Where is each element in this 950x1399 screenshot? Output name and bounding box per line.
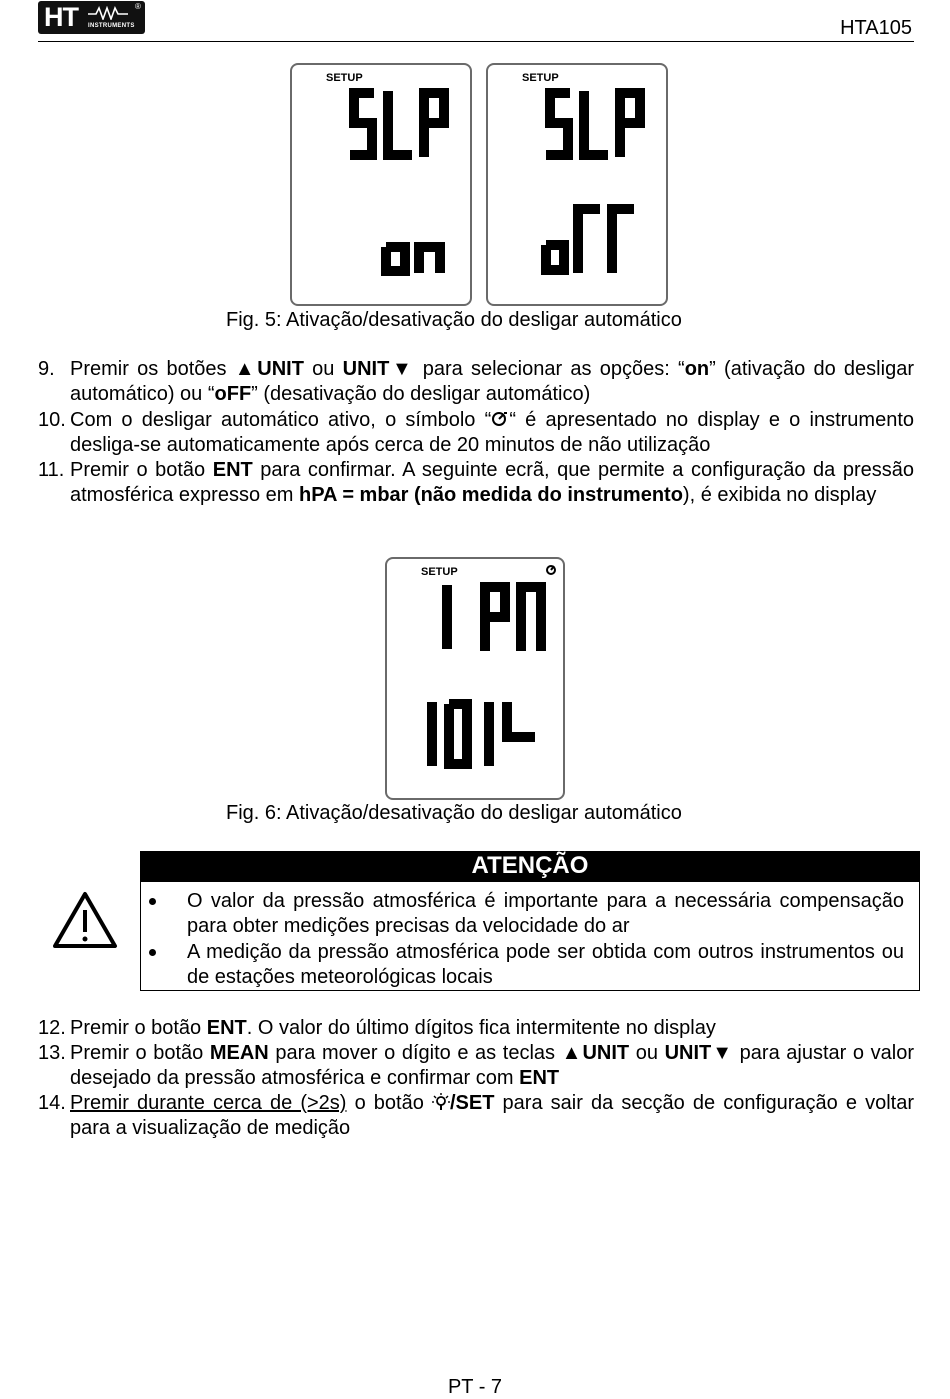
lcd-panel-hpa bbox=[385, 557, 565, 800]
logo-text: HT bbox=[44, 2, 78, 32]
registered-mark: ® bbox=[135, 2, 141, 11]
step-text: Com o desligar automático ativo, o símbolo “ “ é apresentado no display e o instrumento desliga-se automaticamente após cerca de 20 minutos de não utilização bbox=[70, 409, 915, 456]
auto-power-off-icon bbox=[491, 411, 509, 427]
step-11 bbox=[38, 458, 914, 533]
warning-bullet-text: A medição da pressão atmosférica pode ser obtida com outros instrumentos ou de estações meteorológicas locais bbox=[187, 941, 904, 988]
lcd-segments-hpa-1014 bbox=[387, 559, 563, 798]
lcd-segments-slp-off bbox=[488, 65, 666, 304]
step-14 bbox=[38, 1091, 914, 1141]
step-9 bbox=[38, 357, 914, 407]
figure-5-caption: Fig. 5: Ativação/desativação do desligar automático bbox=[226, 309, 682, 331]
step-text: Premir durante cerca de (>2s) o botão /SET para sair da secção de configuração e voltar para a visualização de medição bbox=[70, 1092, 914, 1139]
lcd-setup-label: SETUP bbox=[421, 566, 458, 578]
figure-6-caption: Fig. 6: Ativação/desativação do desligar automático bbox=[226, 802, 682, 824]
logo-subtext: INSTRUMENTS bbox=[88, 23, 135, 29]
step-text: Premir os botões ▲UNIT ou UNIT▼ para selecionar as opções: “on” (ativação do desligar automático) ou “oFF” (desativação do desligar automático) bbox=[70, 358, 914, 405]
step-number: 10. bbox=[38, 409, 66, 431]
warning-title: ATENÇÃO bbox=[140, 851, 920, 881]
lcd-setup-label: SETUP bbox=[522, 72, 559, 84]
waveform-icon bbox=[88, 6, 128, 20]
brand-logo bbox=[38, 1, 145, 34]
step-number: 11. bbox=[38, 459, 65, 481]
lcd-segments-slp-on bbox=[292, 65, 470, 304]
lcd-panel-slp-on bbox=[290, 63, 472, 306]
page-number: PT - 7 bbox=[447, 1376, 503, 1398]
step-12 bbox=[38, 1016, 914, 1041]
lcd-panel-slp-off bbox=[486, 63, 668, 306]
warning-bullet bbox=[149, 889, 909, 939]
bullet-dot bbox=[149, 949, 156, 956]
lcd-setup-label: SETUP bbox=[326, 72, 363, 84]
header-divider bbox=[38, 41, 914, 42]
step-13 bbox=[38, 1041, 914, 1091]
step-text: Premir o botão ENT para confirmar. A seguinte ecrã, que permite a configuração da pressão atmosférica expresso em hPA = mbar (não medida do instrumento), é exibida no display bbox=[70, 459, 914, 506]
bullet-dot bbox=[149, 898, 156, 905]
step-text: Premir o botão ENT. O valor do último dígitos fica intermitente no display bbox=[70, 1017, 716, 1039]
model-name: HTA105 bbox=[840, 17, 912, 39]
step-10 bbox=[38, 408, 914, 458]
step-text: Premir o botão MEAN para mover o dígito e as teclas ▲UNIT ou UNIT▼ para ajustar o valor desejado da pressão atmosférica e confirmar com ENT bbox=[70, 1042, 914, 1089]
step-number: 9. bbox=[38, 358, 55, 380]
warning-bullet bbox=[149, 940, 909, 990]
backlight-icon bbox=[432, 1093, 450, 1111]
warning-box bbox=[140, 881, 920, 991]
warning-triangle-icon bbox=[52, 890, 118, 950]
step-number: 13. bbox=[38, 1042, 66, 1064]
step-number: 14. bbox=[38, 1092, 66, 1114]
step-number: 12. bbox=[38, 1017, 66, 1039]
warning-bullet-text: O valor da pressão atmosférica é importante para a necessária compensação para obter medições precisas da velocidade do ar bbox=[187, 890, 904, 937]
